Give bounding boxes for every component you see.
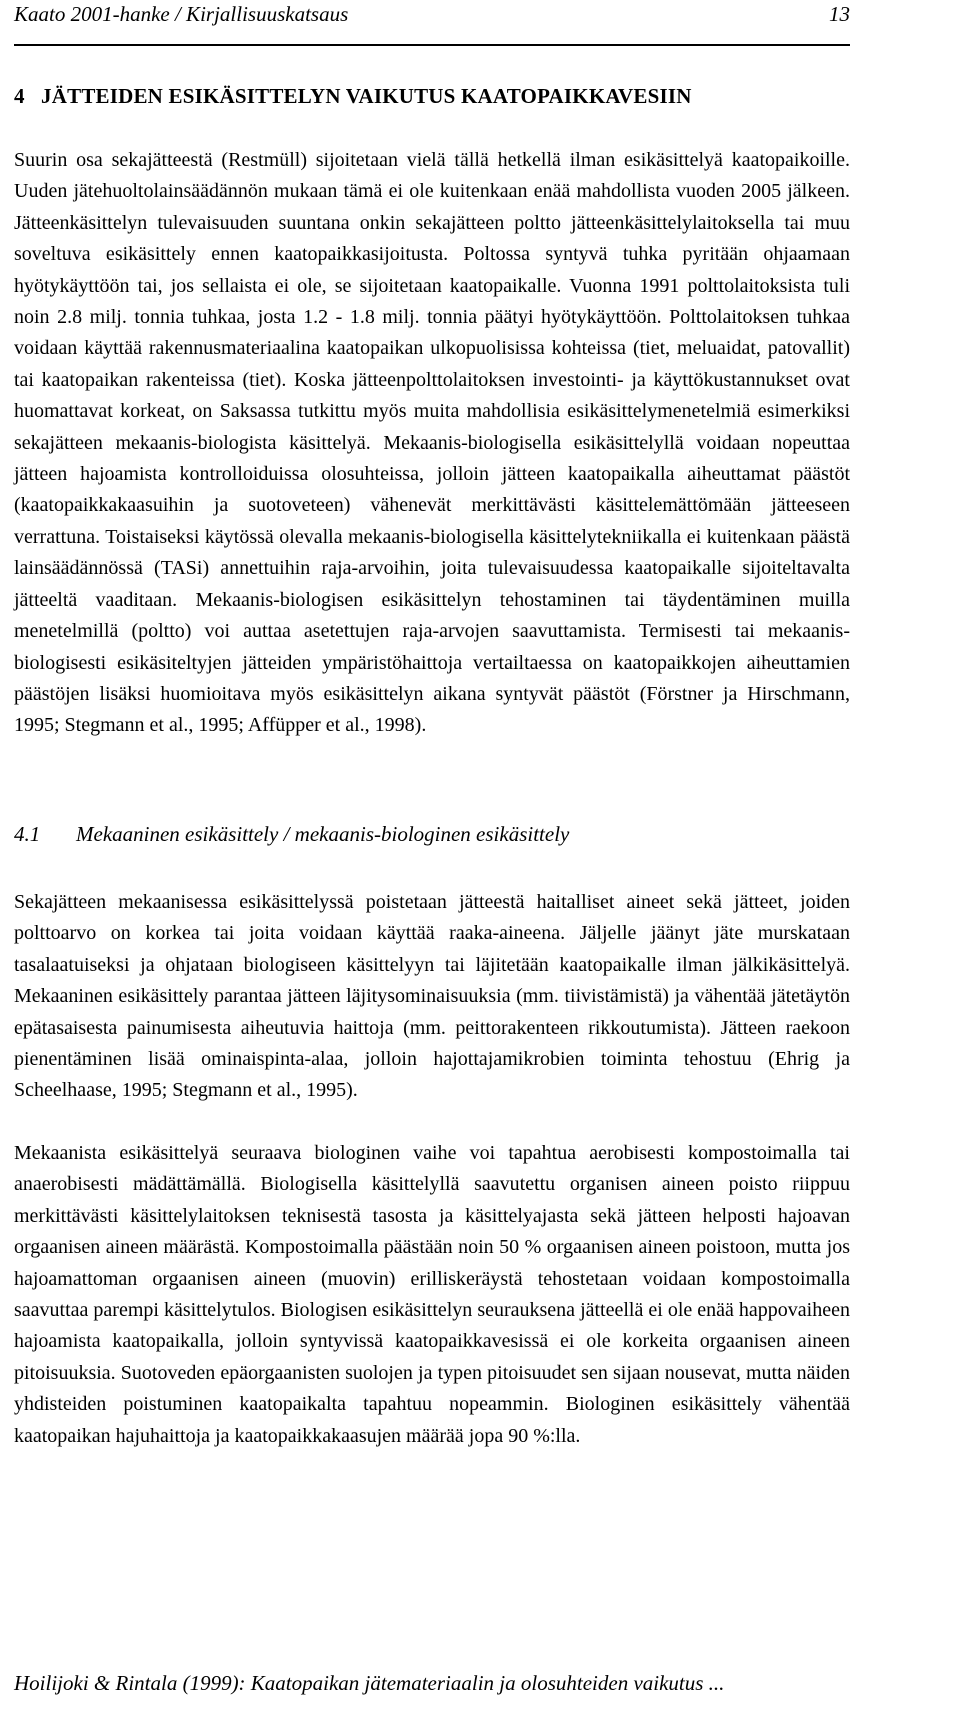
page-header (14, 2, 850, 34)
header-divider (14, 44, 850, 46)
section-title: Mekaaninen esikäsittely / mekaanis-biologinen esikäsittely (76, 822, 570, 846)
section-number: 4.1 (14, 822, 41, 846)
page-number: 13 (829, 2, 850, 26)
page-footer: Hoilijoki & Rintala (1999): Kaatopaikan jätemateriaalin ja olosuhteiden vaikutus ... (14, 1671, 725, 1695)
paragraph-mechanical: Sekajätteen mekaanisessa esikäsittelyssä poistetaan jätteestä haitalliset aineet sekä jätteet, joiden polttoarvo on korkea tai joita voidaan käyttää raaka-aineena. Jäljelle jäänyt jäte murskataan tasalaatuiseksi ja ohjataan biologiseen käsittelyyn tai läjitetään kaatopaikalle ilman jälkikäsittelyä. Mekaaninen esikäsittely parantaa jätteen läjitysominaisuuksia (mm. tiivistämistä) ja vähentää jätetäytön epätasaisesta painumisesta aiheutuvia haittoja (mm. peittorakenteen rikkoutumista). Jätteen raekoon pienentäminen lisää ominaispinta-alaa, jolloin hajottajamikrobien toiminta tehostuu (Ehrig ja Scheelhaase, 1995; Stegmann et al., 1995). (14, 891, 850, 1102)
paragraph-biological: Mekaanista esikäsittelyä seuraava biologinen vaihe voi tapahtua aerobisesti kompostoimalla tai anaerobisesti mädättämällä. Biologisella käsittelyllä saavutettu organisen aineen poisto riippuu merkittävästi käsittelylaitoksen teknisestä tasosta ja käsittelyajasta sekä jätteen helposti hajoavan orgaanisen aineen määrästä. Kompostoimalla päästään noin 50 % orgaanisen aineen poistoon, mutta jos hajoamattoman orgaanisen aineen (muovin) erilliskeräystä tehostetaan voidaan kompostoimalla saavuttaa parempi käsittelytulos. Biologisen esikäsittelyn seurauksena jätteellä ei ole enää happovaiheen hajoamista kaatopaikalla, jolloin syntyvissä kaatopaikkavesissä ei ole korkeita orgaanisen aineen pitoisuuksia. Suotoveden epäorgaanisten suolojen ja typen pitoisuudet sen sijaan nousevat, mutta näiden yhdisteiden poistuminen kaatopaikalta tapahtuu nopeammin. Biologinen esikäsittely vähentää kaatopaikan hajuhaittoja ja kaatopaikkakaasujen määrää jopa 90 %:lla. (14, 1142, 850, 1447)
chapter-title: 4 JÄTTEIDEN ESIKÄSITTELYN VAIKUTUS KAATOPAIKKAVESIIN (14, 84, 692, 108)
running-title: Kaato 2001-hanke / Kirjallisuuskatsaus (14, 2, 349, 26)
paragraph-intro: Suurin osa sekajätteestä (Restmüll) sijoitetaan vielä tällä hetkellä ilman esikäsittelyä kaatopaikoille. Uuden jätehuoltolainsäädännön mukaan tämä ei ole kuitenkaan enää mahdollista vuoden 2005 jälkeen. Jätteenkäsittelyn tulevaisuuden suuntana onkin sekajätteen poltto jätteenkäsittelylaitoksella tai muu soveltuva esikäsittely ennen kaatopaikkasijoitusta. Poltossa syntyvä tuhka pyritään ohjaamaan hyötykäyttöön tai, jos sellaista ei ole, se sijoitetaan kaatopaikalle. Vuonna 1991 polttolaitoksista tuli noin 2.8 milj. tonnia tuhkaa, josta 1.2 - 1.8 milj. tonnia päätyi hyötykäyttöön. Polttolaitoksen tuhkaa voidaan käyttää rakennusmateriaalina kaatopaikan ulkopuolisissa kohteissa (tiet, meluaidat, patovallit) tai kaatopaikan rakenteissa (tiet). Koska jätteenpolttolaitoksen investointi- ja käyttökustannukset ovat huomattavat korkeat, on Saksassa tutkittu myös muita mahdollisia esikäsittelymenetelmiä esimerkiksi sekajätteen mekaanis-biologista käsittelyä. Mekaanis-biologisella esikäsittelyllä voidaan nopeuttaa jätteen hajoamista kontrolloiduissa olosuhteissa, jolloin jätteen kaatopaikalla aiheuttamat päästöt (kaatopaikkakaasuihin ja suotoveteen) vähenevät merkittävästi käsittelemättömään jätteeseen verrattuna. Toistaiseksi käytössä olevalla mekaanis-biologisella käsittelytekniikalla ei kuitenkaan päästä lainsäädännössä (TASi) annettuihin raja-arvoihin, joita tulevaisuudessa kaatopaikalle sijoiteltavalta jätteeltä vaaditaan. Mekaanis-biologisen esikäsittelyn tehostaminen tai täydentäminen muilla menetelmillä (poltto) voi auttaa asetettujen raja-arvojen saavuttamista. Termisesti tai mekaanis-biologisesti esikäsiteltyjen jätteiden ympäristöhaittoja vertailtaessa on kaatopaikkojen aiheuttamien päästöjen lisäksi huomioitava myös esikäsittelyn aikana syntyvät päästöt (Förstner ja Hirschmann, 1995; Stegmann et al., 1995; Affüpper et al., 1998). (14, 149, 850, 737)
section-heading (14, 822, 850, 847)
